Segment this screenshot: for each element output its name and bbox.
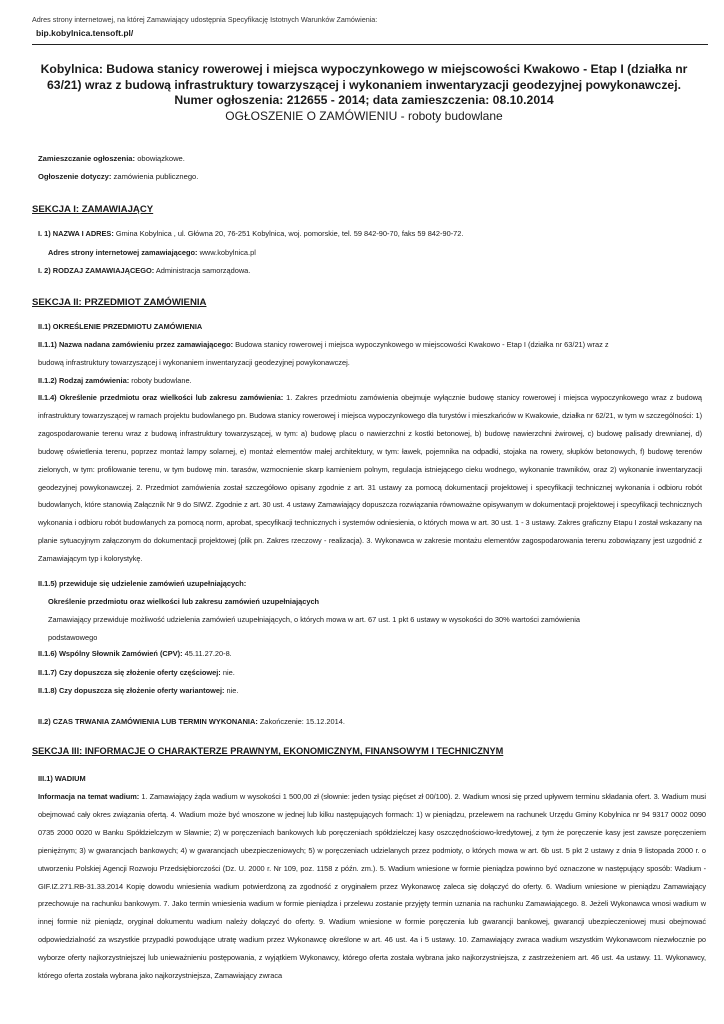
duration-label: II.2) CZAS TRWANIA ZAMÓWIENIA LUB TERMIN WYKONANIA: bbox=[38, 717, 258, 726]
type-value: Administracja samorządowa. bbox=[155, 266, 251, 275]
concerns-label: Ogłoszenie dotyczy: bbox=[38, 172, 112, 181]
subject-definition-heading: II.1) OKREŚLENIE PRZEDMIOTU ZAMÓWIENIA bbox=[38, 322, 203, 331]
supplementary-orders: II.1.5) przewiduje się udzielenie zamówień uzupełniających: bbox=[38, 579, 247, 588]
contracting-website bbox=[48, 248, 256, 258]
order-name-value: Budowa stanicy rowerowej i miejsca wypoczynkowego w miejscowości Kwakowo - Etap I (działka nr 63/21) wraz z bbox=[235, 340, 609, 349]
duration-value: Zakończenie: 15.12.2014. bbox=[259, 717, 345, 726]
concerns-value: zamówienia publicznego. bbox=[113, 172, 199, 181]
posting-label: Zamieszczanie ogłoszenia: bbox=[38, 154, 136, 163]
section-1-heading: SEKCJA I: ZAMAWIAJĄCY bbox=[32, 204, 154, 215]
web-value[interactable]: www.kobylnica.pl bbox=[199, 248, 256, 257]
type-label: I. 2) RODZAJ ZAMAWIAJĄCEGO: bbox=[38, 266, 155, 275]
order-name bbox=[38, 340, 609, 350]
order-kind-value: roboty budowlane. bbox=[131, 376, 192, 385]
scope-text: 1. Zakres przedmiotu zamówienia obejmuje wyłącznie budowę stanicy rowerowej i miejsca wypoczynkowego wraz z budową infrastruktury towarzyszącej w ramach projektu budowlanego pn. Budowa stanicy rowerowej i miejsca wypoczynkowego dla turystów i mieszkańców w Kwakowie, działka nr 62/21, w tym w szczególności: 1) zagospodarowanie terenu wraz z budową infrastruktury towarzyszącej, w tym: a) budowę placu o nawierzchni z kostki betonowej, b) budowę nawierzchni żwirowej, c) budowę palisady drewnianej, d) budowę oświetlenia terenu, poprzez montaż lampy solarnej, e) montaż elementów małej architektury, w tym: ławek, pojemnika na odpadki, stojaka na rowery, słupków betonowych, f) budowę terenów zielonych, w tym: profilowanie terenu, w tym budowę min. tarasów, wzmocnienie skarp kamieniem polnym, regulacja istniejącego cieku wodnego, wykonanie trawników, oraz 2) wykonanie inwentaryzacji geodezyjnej powykonawczej. 2. Przedmiot zamówienia został szczegółowo opisany zgodnie z art. 31 ustawy za pomocą dokumentacji projektowej i specyfikacji technicznej wykonania i odbioru robót budowlanych, które stanowią Załącznik Nr 9 do SIWZ. Zgodnie z art. 30 ust. 4 ustawy Zamawiający dopuszcza rozwiązania równoważne opisywanym w dokumentacji projektowej i specyfikacji technicznych wykonania i odbioru robót budowlanych za pomocą norm, aprobat, specyfikacji technicznych i systemów odniesienia, o których mowa w art. 30 ust. 1 - 3 ustawy. Zakres graficzny Etapu I został wskazany na planie sytuacyjnym załączonym do dokumentacji projektowej (plik pn. Zakres rzeczowy - realizacja). 3. Wykonawca w zakresie montażu elementów zagospodarowania terenu zobowiązany jest uzgodnić z Zamawiającym typ i kolorystykę. bbox=[38, 393, 702, 564]
supplementary-subheading: Określenie przedmiotu oraz wielkości lub zakresu zamówień uzupełniających bbox=[48, 597, 320, 606]
section-2-heading: SEKCJA II: PRZEDMIOT ZAMÓWIENIA bbox=[32, 297, 207, 308]
supplementary-text-continued: podstawowego bbox=[48, 633, 98, 642]
posting-value: obowiązkowe. bbox=[137, 154, 185, 163]
wadium-paragraph bbox=[38, 788, 706, 985]
variant-offer-label: II.1.8) Czy dopuszcza się złożenie oferty wariantowej: bbox=[38, 686, 225, 695]
page-title bbox=[34, 62, 694, 124]
cpv-label: II.1.6) Wspólny Słownik Zamówień (CPV): bbox=[38, 649, 183, 658]
posting-info bbox=[38, 154, 185, 163]
cpv-code bbox=[38, 649, 232, 659]
source-url[interactable]: bip.kobylnica.tensoft.pl/ bbox=[36, 28, 134, 38]
order-duration bbox=[38, 717, 345, 727]
title-line-2: 63/21) wraz z budową infrastruktury towarzyszącej i wykonaniem inwentaryzacji geodezyjnej powykonawczej. bbox=[47, 77, 681, 92]
contracting-type bbox=[38, 266, 250, 276]
cpv-value: 45.11.27.20-8. bbox=[184, 649, 232, 658]
partial-offer-label: II.1.7) Czy dopuszcza się złożenie oferty częściowej: bbox=[38, 668, 221, 677]
wadium-heading: III.1) WADIUM bbox=[38, 774, 86, 783]
supplementary-text: Zamawiający przewiduje możliwość udzielenia zamówień uzupełniających, o których mowa w art. 67 ust. 1 pkt 6 ustawy w wysokości do 30% wartości zamówienia bbox=[48, 615, 580, 624]
order-kind bbox=[38, 376, 192, 386]
order-name-label: II.1.1) Nazwa nadana zamówieniu przez zamawiającego: bbox=[38, 340, 234, 349]
variant-offer bbox=[38, 686, 238, 696]
variant-offer-value: nie. bbox=[226, 686, 239, 695]
announcement-number: Numer ogłoszenia: 212655 - 2014; data zamieszczenia: 08.10.2014 bbox=[174, 93, 554, 107]
web-label: Adres strony internetowej zamawiającego: bbox=[48, 248, 198, 257]
wadium-text: 1. Zamawiający żąda wadium w wysokości 1 500,00 zł (słownie: jeden tysiąc pięćset zł 00/100). 2. Wadium wnosi się przed upływem terminu składania ofert. 3. Wadium musi obejmować cały okres związania ofertą. 4. Wadium może być wnoszone w jednej lub kilku następujących formach: 1) w pieniądzu, przelewem na rachunek Urzędu Gminy Kobylnica nr 94 9317 0002 0090 0735 2000 0020 w Banku Spółdzielczym w Sławnie; 2) w poręczeniach bankowych lub poręczeniach spółdzielczej kasy oszczędnościowo-kredytowej, z tym że poręczenie kasy jest zawsze poręczeniem pieniężnym; 3) w gwarancjach bankowych; 4) w gwarancjach ubezpieczeniowych; 5) w poręczeniach udzielanych przez podmioty, o których mowa w art. 6b ust. 5 pkt 2 ustawy z dnia 9 listopada 2000 r. o utworzeniu Polskiej Agencji Rozwoju Przedsiębiorczości (Dz. U. 2000 r. Nr 109, poz. 1158 z późn. zm.). 5. Wadium wniesione w formie pieniądza powinno być oznaczone w następujący sposób: Wadium - GIF.IZ.271.RB-31.33.2014 Kopię dowodu wniesienia wadium potwierdzoną za zgodność z oryginałem przez Wykonawcę zaleca się dołączyć do oferty. 6. Wadium wniesione w pieniądzu Zamawiający przechowuje na rachunku bankowym. 7. Jako termin wniesienia wadium w formie pieniądza i przelewu zostanie przyjęty termin uznania na rachunku Zamawiającego. 8. Jeżeli Wykonawca wnosi wadium w innej formie niż pieniądz, oryginał dokumentu wadium należy dołączyć do oferty. 9. Wadium wniesione w formie poręczenia lub gwarancji bankowej, gwarancji ubezpieczeniowej musi obejmować odpowiedzialność za wszystkie przypadki powodujące utratę wadium przez Wykonawcę określone w art. 46 ust. 4a i 5 ustawy. 10. Zamawiający zwraca wadium wszystkim Wykonawcom niezwłocznie po wyborze oferty najkorzystniejszej lub unieważnieniu postępowania, z wyjątkiem Wykonawcy, którego oferta została wybrana jako najkorzystniejsza, z zastrzeżeniem art. 46 ust. 4a ustawy. 11. Wykonawcy, którego oferta została wybrana jako najkorzystniejsza, Zamawiający zwraca bbox=[38, 792, 706, 981]
name-value: Gmina Kobylnica , ul. Główna 20, 76-251 Kobylnica, woj. pomorskie, tel. 59 842-90-70, faks 59 842-90-72. bbox=[115, 229, 464, 238]
order-name-continued: budową infrastruktury towarzyszącej i wykonaniem inwentaryzacji geodezyjnej powykonawczej. bbox=[38, 358, 350, 367]
section-3-heading: SEKCJA III: INFORMACJE O CHARAKTERZE PRAWNYM, EKONOMICZNYM, FINANSOWYM I TECHNICZNYM bbox=[32, 746, 504, 756]
source-note: Adres strony internetowej, na której Zamawiający udostępnia Specyfikację Istotnych Warunków Zamówienia: bbox=[32, 15, 378, 24]
concerns-info bbox=[38, 172, 198, 181]
wadium-label: Informacja na temat wadium: bbox=[38, 792, 140, 801]
scope-label: II.1.4) Określenie przedmiotu oraz wielkości lub zakresu zamówienia: bbox=[38, 393, 284, 402]
title-line-1: Kobylnica: Budowa stanicy rowerowej i miejsca wypoczynkowego w miejscowości Kwakowo - Etap I (działka nr bbox=[40, 62, 688, 76]
announcement-type: OGŁOSZENIE O ZAMÓWIENIU - roboty budowlane bbox=[225, 108, 503, 123]
order-kind-label: II.1.2) Rodzaj zamówienia: bbox=[38, 376, 130, 385]
contracting-name-address bbox=[38, 229, 463, 239]
partial-offer-value: nie. bbox=[222, 668, 235, 677]
name-label: I. 1) NAZWA I ADRES: bbox=[38, 229, 114, 238]
divider-top bbox=[32, 44, 708, 45]
partial-offer bbox=[38, 668, 235, 678]
scope-paragraph bbox=[38, 389, 702, 568]
